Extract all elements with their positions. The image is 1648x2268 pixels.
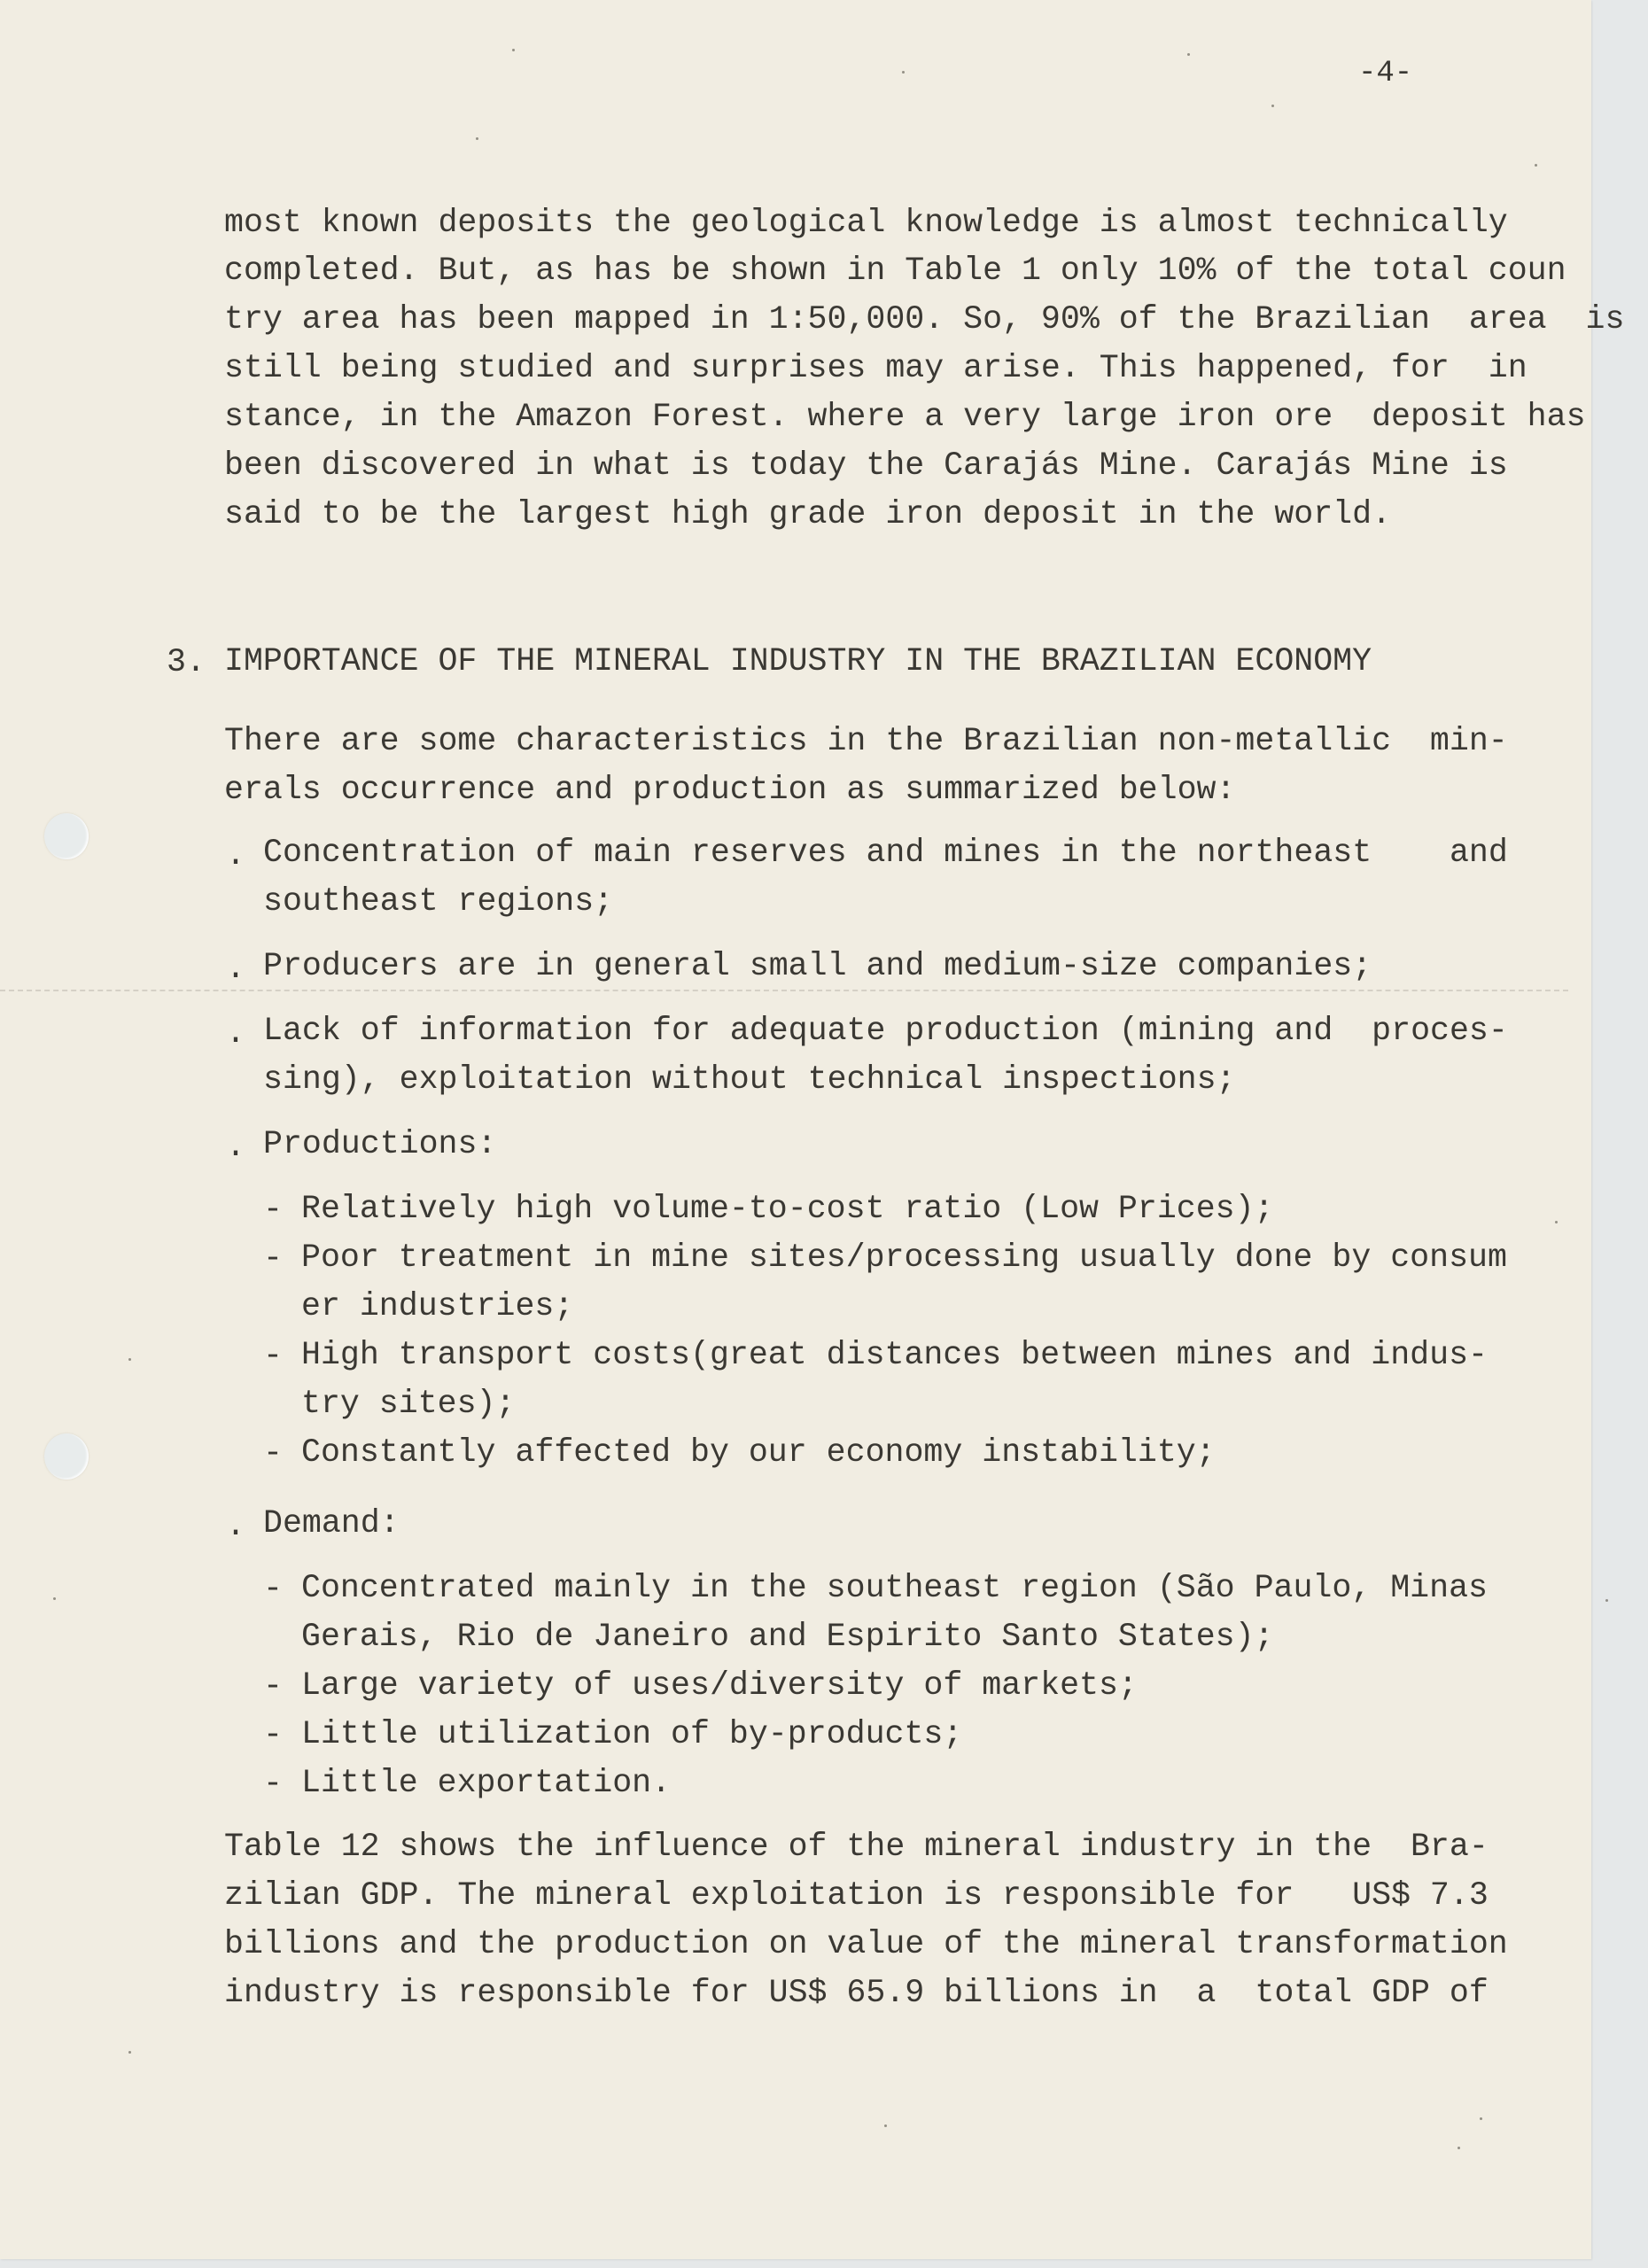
- bullet-marker: .: [226, 837, 245, 874]
- text-line: High transport costs(great distances between mines and indus-: [301, 1337, 1488, 1373]
- dash-marker: -: [263, 1571, 283, 1607]
- bullet-marker: .: [226, 951, 245, 987]
- scan-speck: [128, 2051, 131, 2054]
- text-line: Producers are in general small and medium-size companies;: [263, 948, 1372, 984]
- scan-artifact-line: [0, 990, 1568, 991]
- text-line: zilian GDP. The mineral exploitation is responsible for US$ 7.3: [224, 1877, 1489, 1914]
- scan-speck: [1555, 1221, 1558, 1223]
- text-line: stance, in the Amazon Forest. where a very large iron ore deposit has: [224, 399, 1586, 435]
- scan-speck: [1605, 1599, 1608, 1602]
- section-title: IMPORTANCE OF THE MINERAL INDUSTRY IN THE BRAZILIAN ECONOMY: [224, 643, 1372, 680]
- text-line: Concentration of main reserves and mines in the northeast and: [263, 835, 1508, 871]
- scan-speck: [1535, 164, 1537, 167]
- section-number: 3.: [167, 644, 206, 680]
- scan-speck: [1458, 2147, 1460, 2149]
- text-line: completed. But, as has be shown in Table 1 only 10% of the total coun: [224, 252, 1566, 289]
- punch-hole-bottom: [44, 1433, 89, 1480]
- scan-speck: [884, 2124, 887, 2127]
- bullet-marker: .: [226, 1508, 245, 1544]
- scan-speck: [476, 137, 478, 140]
- punch-hole-top: [44, 813, 89, 859]
- dash-marker: -: [263, 1435, 283, 1472]
- text-line: Relatively high volume-to-cost ratio (Low Prices);: [301, 1191, 1274, 1227]
- scan-speck: [902, 71, 905, 74]
- scan-speck: [1271, 105, 1274, 107]
- text-line: Large variety of uses/diversity of markets;: [301, 1667, 1138, 1704]
- text-line: Table 12 shows the influence of the mineral industry in the Bra-: [224, 1829, 1489, 1865]
- scan-speck: [53, 1597, 56, 1600]
- text-line: most known deposits the geological knowledge is almost technically: [224, 205, 1508, 241]
- text-line: erals occurrence and production as summarized below:: [224, 772, 1236, 808]
- dash-marker: -: [263, 1338, 283, 1374]
- scan-speck: [1480, 2117, 1482, 2120]
- text-line: Gerais, Rio de Janeiro and Espirito Santo States);: [301, 1619, 1274, 1655]
- text-line: Productions:: [263, 1126, 497, 1162]
- text-line: sing), exploitation without technical inspections;: [263, 1061, 1236, 1098]
- page-number: -4-: [1358, 57, 1413, 90]
- text-line: Concentrated mainly in the southeast region (São Paulo, Minas: [301, 1570, 1488, 1606]
- scan-speck: [128, 1358, 131, 1361]
- dash-marker: -: [263, 1717, 283, 1753]
- text-line: said to be the largest high grade iron deposit in the world.: [224, 496, 1392, 532]
- dash-marker: -: [263, 1668, 283, 1705]
- dash-marker: -: [263, 1240, 283, 1277]
- text-line: Poor treatment in mine sites/processing usually done by consum: [301, 1239, 1507, 1276]
- text-line: try sites);: [301, 1386, 516, 1422]
- text-line: industry is responsible for US$ 65.9 billions in a total GDP of: [224, 1975, 1489, 2011]
- bullet-marker: .: [226, 1129, 245, 1165]
- text-line: Constantly affected by our economy instability;: [301, 1434, 1216, 1471]
- dash-marker: -: [263, 1766, 283, 1802]
- text-line: try area has been mapped in 1:50,000. So, 90% of the Brazilian area is: [224, 301, 1625, 338]
- scan-speck: [512, 49, 515, 51]
- bullet-marker: .: [226, 1015, 245, 1052]
- text-line: There are some characteristics in the Brazilian non-metallic min-: [224, 723, 1508, 759]
- dash-marker: -: [263, 1192, 283, 1228]
- text-line: er industries;: [301, 1288, 574, 1324]
- text-line: billions and the production on value of the mineral transformation: [224, 1926, 1508, 1962]
- scan-speck: [1187, 53, 1190, 56]
- text-line: still being studied and surprises may arise. This happened, for in: [224, 350, 1528, 386]
- text-line: been discovered in what is today the Carajás Mine. Carajás Mine is: [224, 447, 1508, 484]
- text-line: Demand:: [263, 1505, 400, 1542]
- text-line: Little exportation.: [301, 1765, 672, 1801]
- text-line: Lack of information for adequate production (mining and proces-: [263, 1013, 1508, 1049]
- text-line: Little utilization of by-products;: [301, 1716, 963, 1752]
- text-line: southeast regions;: [263, 883, 614, 920]
